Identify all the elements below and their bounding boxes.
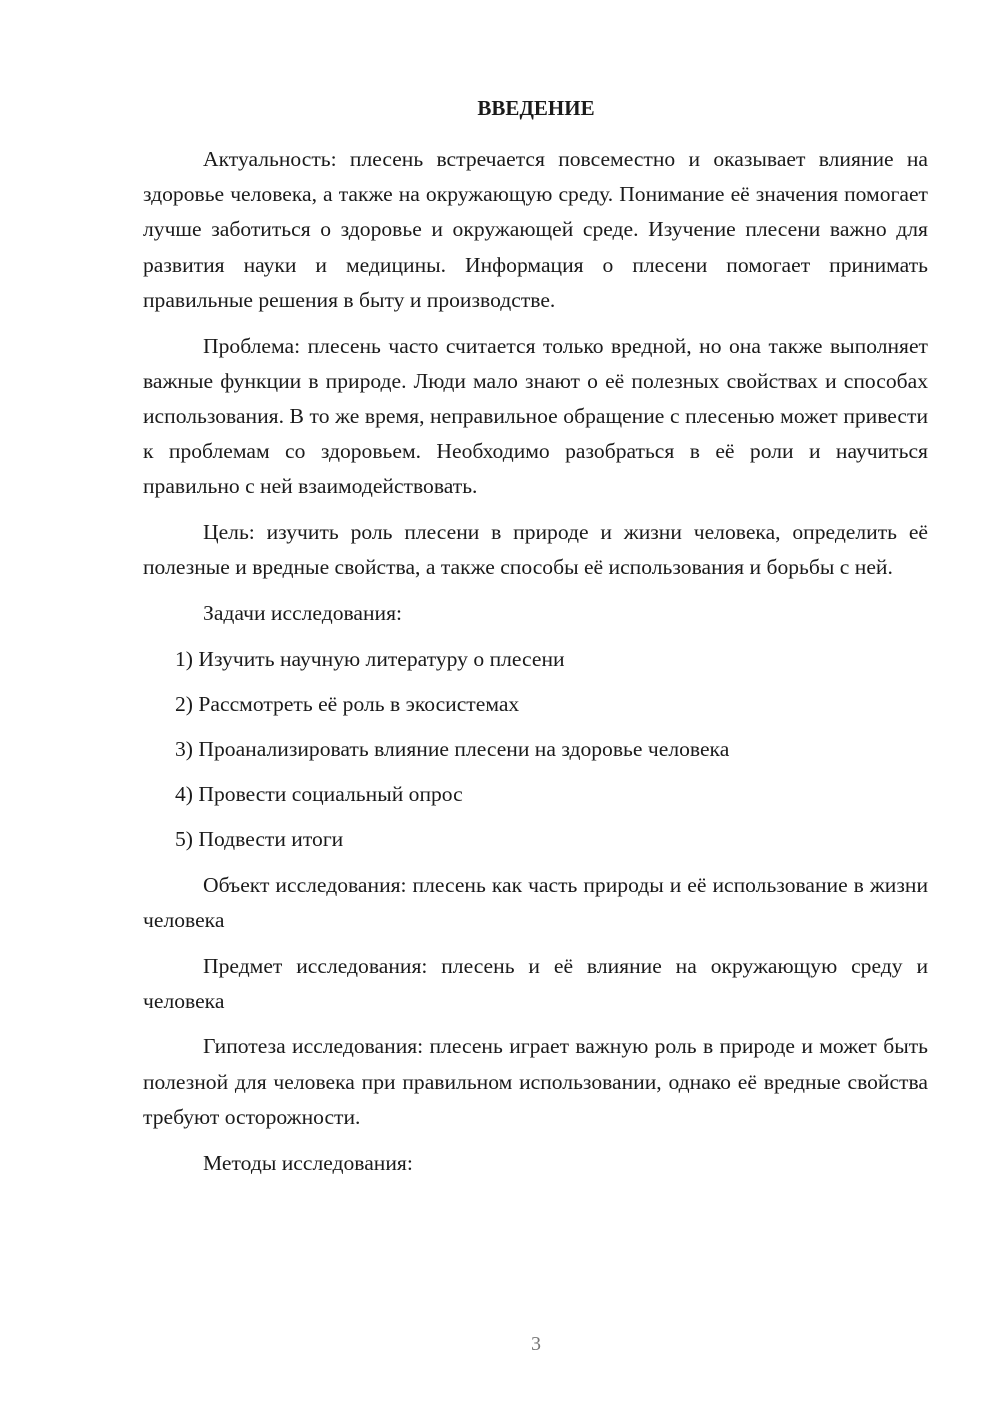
hypothesis-paragraph: Гипотеза исследования: плесень играет важную роль в природе и может быть полезной для человека при правильном использовании, однако её вредные свойства требуют осторожности. [143, 1034, 928, 1129]
task-item: 1) Изучить научную литературу о плесени [175, 646, 565, 671]
task-item: 2) Рассмотреть её роль в экосистемах [175, 691, 520, 716]
subject-paragraph: Предмет исследования: плесень и её влияние на окружающую среду и человека [143, 953, 928, 1013]
task-item: 5) Подвести итоги [175, 827, 344, 852]
relevance-paragraph: Актуальность: плесень встречается повсеместно и оказывает влияние на здоровье человека, а также на окружающую среду. Понимание её значения помогает лучше заботиться о здоровье и окружающей среде. Изучение плесени важно для развития науки и медицины. Информация о плесени помогает принимать правильные решения в быту и производстве. [143, 147, 928, 312]
task-item: 3) Проанализировать влияние плесени на здоровье человека [175, 737, 730, 762]
object-paragraph: Объект исследования: плесень как часть природы и её использование в жизни человека [143, 872, 928, 932]
task-item: 4) Провести социальный опрос [175, 782, 463, 807]
methods-heading: Методы исследования: [203, 1150, 413, 1175]
page-number: 3 [531, 1333, 541, 1355]
problem-paragraph: Проблема: плесень часто считается только вредной, но она также выполняет важные функции в природе. Люди мало знают о её полезных свойствах и способах использования. В то же время, неправильное обращение с плесенью может привести к проблемам со здоровьем. Необходимо разобраться в её роли и научиться правильно с ней взаимодействовать. [143, 333, 928, 499]
document-body [143, 142, 928, 1191]
goal-paragraph: Цель: изучить роль плесени в природе и жизни человека, определить её полезные и вредные свойства, а также способы её использования и борьбы с ней. [143, 520, 928, 580]
tasks-heading: Задачи исследования: [203, 600, 403, 625]
page-title: ВВЕДЕНИЕ [477, 96, 595, 120]
